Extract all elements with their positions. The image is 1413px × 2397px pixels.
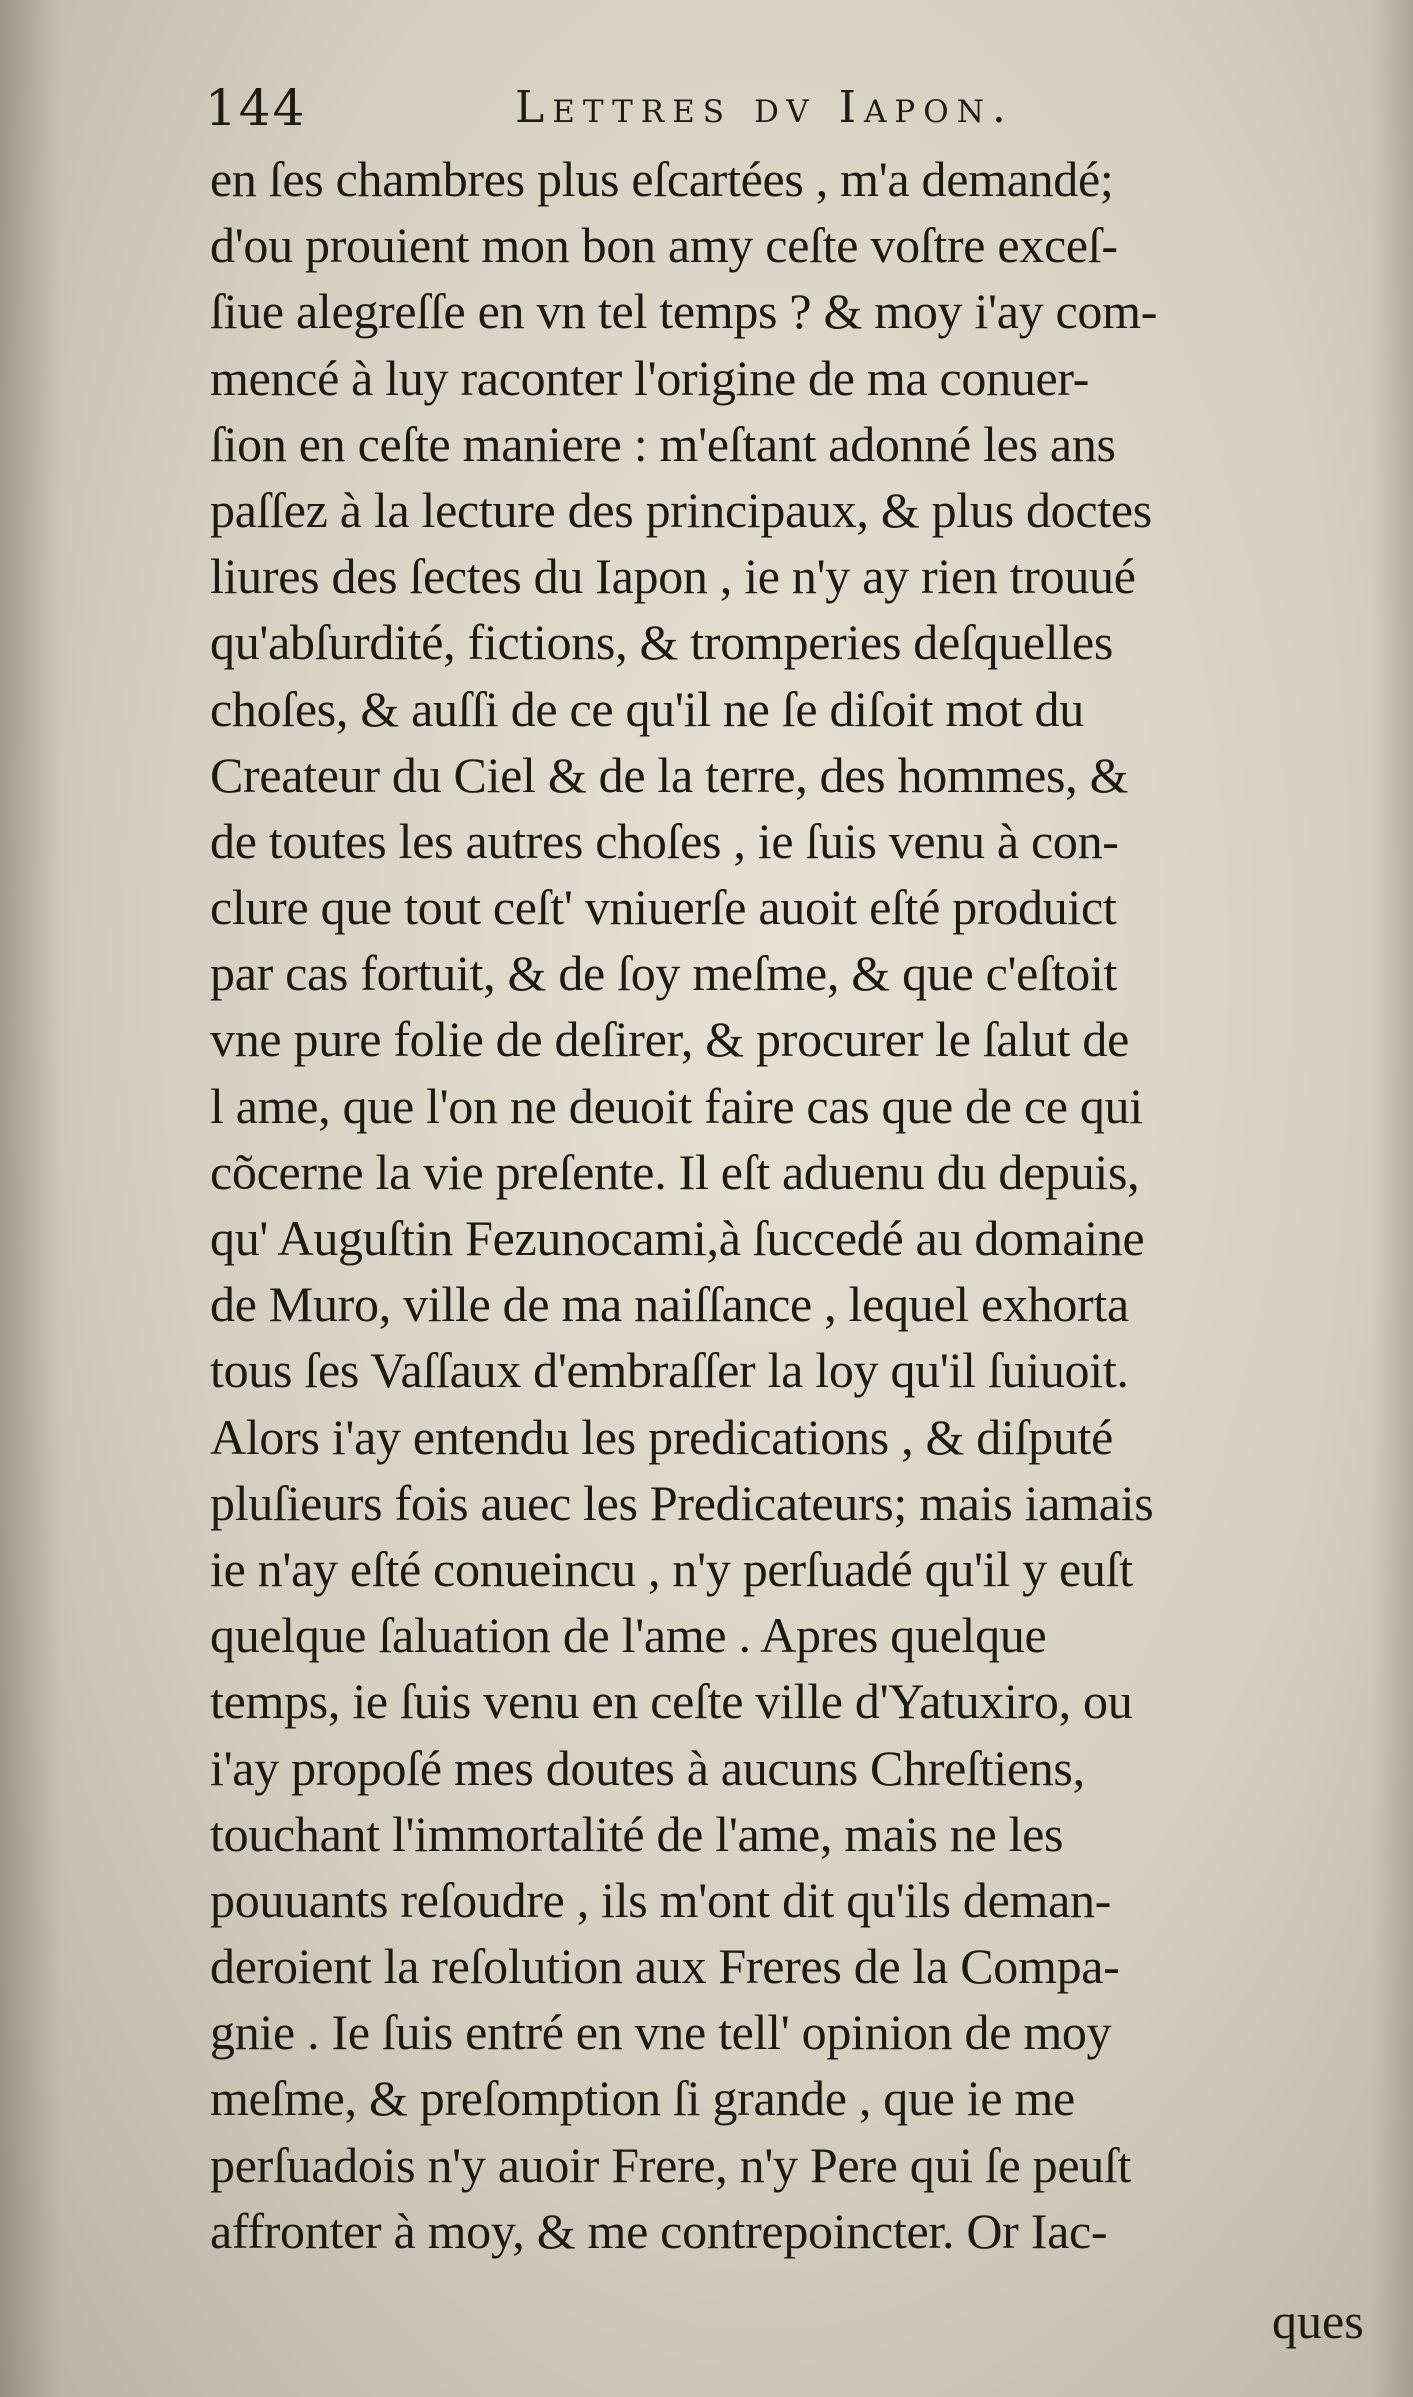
body-text <box>210 146 1395 2264</box>
text-line: gnie . Ie ſuis entré en vne tell' opinion de moy <box>210 2004 1112 2061</box>
text-line: ie n'ay eſté conueincu , n'y perſuadé qu'il y euſt <box>210 1540 1133 1597</box>
text-line: deroient la reſolution aux Freres de la Compa- <box>210 1938 1120 1995</box>
text-line: perſuadois n'y auoir Frere, n'y Pere qui ſe peuſt <box>210 2136 1132 2193</box>
running-title: Lettres dv Iapon. <box>515 82 1014 133</box>
page-number: 144 <box>205 79 307 137</box>
text-line: de toutes les autres choſes , ie ſuis venu à con- <box>210 812 1119 869</box>
text-line: Createur du Ciel & de la terre, des hommes, & <box>210 746 1129 803</box>
text-line: clure que tout ceſt' vniuerſe auoit eſté produict <box>210 879 1117 936</box>
text-line: d'ou prouient mon bon amy ceſte voſtre exceſ- <box>210 217 1118 274</box>
text-line: tous ſes Vaſſaux d'embraſſer la loy qu'il ſuiuoit. <box>210 1342 1129 1399</box>
text-line: Alors i'ay entendu les predications , & diſputé <box>210 1408 1114 1465</box>
text-line: quelque ſaluation de l'ame . Apres quelque <box>210 1607 1047 1664</box>
text-line: ſion en ceſte maniere : m'eſtant adonné les ans <box>210 415 1116 472</box>
text-line: cõcerne la vie preſente. Il eſt aduenu du depuis, <box>210 1143 1140 1200</box>
text-line: choſes, & auſſi de ce qu'il ne ſe diſoit mot du <box>210 680 1084 737</box>
text-line: pouuants reſoudre , ils m'ont dit qu'ils deman- <box>210 1871 1112 1928</box>
text-line: en ſes chambres plus eſcartées , m'a demandé; <box>210 151 1114 207</box>
text-line: par cas fortuit, & de ſoy meſme, & que c'eſtoit <box>210 945 1118 1002</box>
text-line: vne pure folie de deſirer, & procurer le ſalut de <box>210 1011 1129 1068</box>
text-line: touchant l'immortalité de l'ame, mais ne les <box>210 1805 1064 1862</box>
catchword: ques <box>1272 2293 1364 2349</box>
text-line: l ame, que l'on ne deuoit faire cas que de ce qui <box>210 1077 1143 1134</box>
text-line: qu' Auguſtin Fezunocami,à ſuccedé au domaine <box>210 1210 1145 1266</box>
text-line: meſme, & preſomption ſi grande , que ie me <box>210 2070 1075 2127</box>
text-line: affronter à moy, & me contrepoincter. Or Iac- <box>210 2202 1108 2259</box>
text-line: pluſieurs fois auec les Predicateurs; mais iamais <box>210 1474 1154 1531</box>
page-header <box>205 68 1205 148</box>
text-line: de Muro, ville de ma naiſſance , lequel exhorta <box>210 1276 1129 1333</box>
text-line: liures des ſectes du Iapon , ie n'y ay rien trouué <box>210 548 1136 605</box>
text-line: temps, ie ſuis venu en ceſte ville d'Yatuxiro, ou <box>210 1673 1133 1730</box>
gutter-shadow <box>0 0 60 2397</box>
text-line: ſiue alegreſſe en vn tel temps ? & moy i'ay com- <box>210 283 1158 340</box>
text-line: paſſez à la lecture des principaux, & plus doctes <box>210 481 1152 538</box>
text-line: i'ay propoſé mes doutes à aucuns Chreſtiens, <box>210 1739 1085 1796</box>
text-line: mencé à luy raconter l'origine de ma conuer- <box>210 349 1090 406</box>
text-line: qu'abſurdité, fictions, & tromperies deſquelles <box>210 614 1114 671</box>
